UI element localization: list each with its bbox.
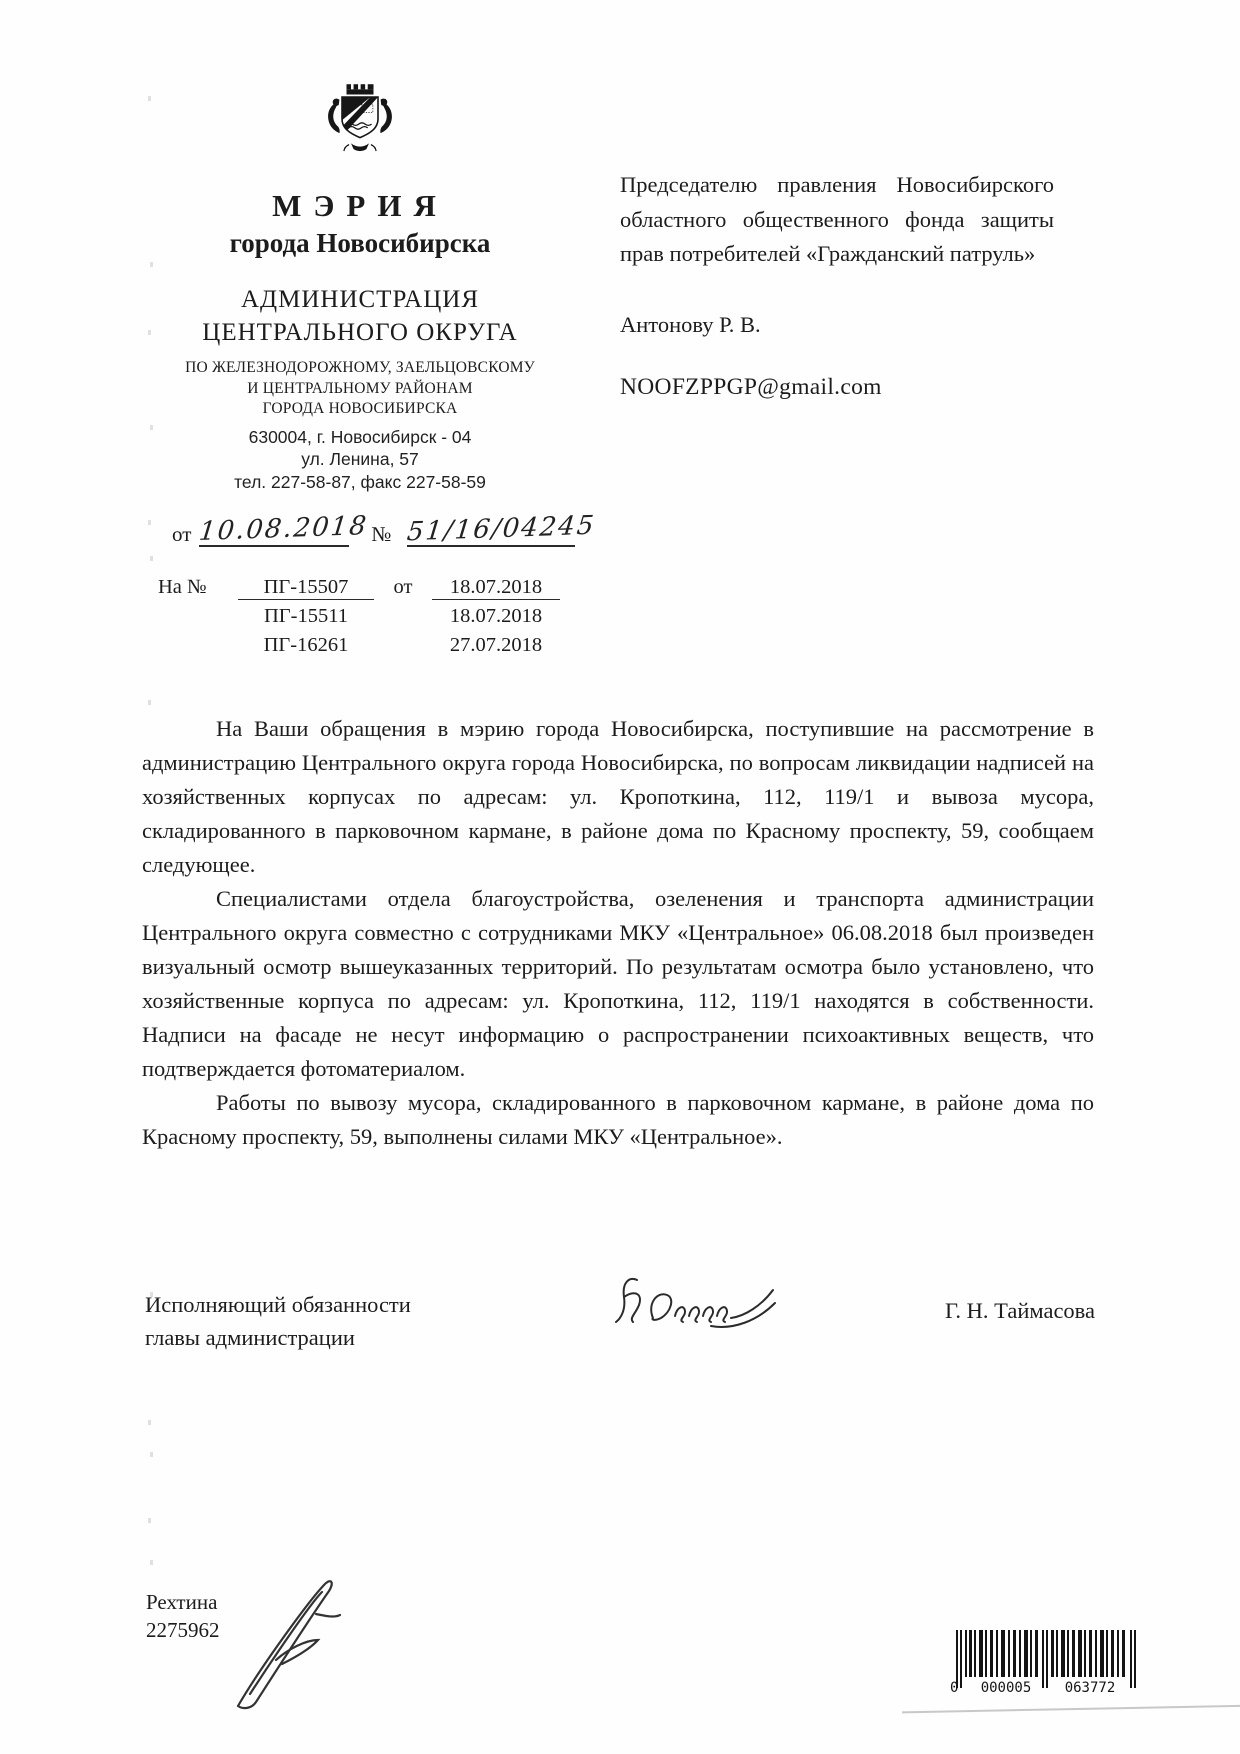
scan-edge-line [902,1705,1240,1714]
city-emblem-icon [315,80,405,172]
incoming-date: 18.07.2018 [449,605,543,627]
barcode-group1: 000005 [980,1680,1032,1696]
incoming-number: ПГ-16261 [263,634,349,656]
body-paragraph: Специалистами отдела благоустройства, озеленения и транспорта администрации Центрального округа совместно с сотрудниками МКУ «Центральное» 06.08.2018 был произведен визуальный осмотр вышеуказанных территорий. По результатам осмотра было установлено, что хозяйственные корпуса по адресам: ул. Кропоткина, 112, 119/1 находятся в собственности. Надписи на фасаде не несут информацию о распространении психоактивных веществ, что подтверждается фотоматериалом. [142,886,1094,1081]
signer-position-line1: Исполняющий обязанности [145,1292,411,1317]
scan-artifact [148,1420,151,1425]
body-paragraph: На Ваши обращения в мэрию города Новосибирска, поступившие на рассмотрение в администрацию Центрального округа города Новосибирска, по вопросам ликвидации надписей на хозяйственных корпусах по адресам: ул. Кропоткина, 112, 119/1 и вывоза мусора, складированного в парковочном кармане, в районе дома по Красному проспекту, 59, сообщаем следующее. [142,716,1094,877]
handwritten-signature-icon [607,1266,782,1341]
incoming-number: ПГ-15511 [264,605,348,627]
division-line2: ЦЕНТРАЛЬНОГО ОКРУГА [202,319,518,346]
phone-fax-line: тел. 227-58-87, факс 227-58-59 [234,471,486,492]
incoming-date: 27.07.2018 [449,634,543,656]
pen-mark-icon [222,1572,362,1714]
postal-address: 630004, г. Новосибирск - 04 [248,426,472,447]
org-name-line1: МЭРИЯ [272,188,448,223]
incoming-row [158,576,560,605]
recipient-name: Антонову Р. В. [620,311,761,337]
letterhead [140,80,580,493]
recipient-title: Председателю правления Новосибирского областного общественного фонда защиты прав потребителей «Гражданский патруль» [620,172,1054,266]
body-paragraph: Работы по вывозу мусора, складированного в парковочном кармане, в районе дома по Красному проспекту, 59, выполнены силами МКУ «Центральное». [142,1090,1094,1149]
incoming-row [158,634,560,663]
incoming-date: 18.07.2018 [432,576,560,600]
districts-line3: ГОРОДА НОВОСИБИРСКА [262,400,458,417]
scan-artifact [148,700,151,705]
org-name-line2: города Новосибирска [229,228,491,258]
incoming-references [158,576,560,663]
signature-block [145,1288,1095,1378]
districts-line1: ПО ЖЕЛЕЗНОДОРОЖНОМУ, ЗАЕЛЬЦОВСКОМУ [185,359,535,376]
incoming-number: ПГ-15507 [238,576,374,600]
barcode [950,1630,1146,1696]
recipient-block [620,168,1054,401]
outgoing-from-label: от [172,522,192,546]
scan-artifact [150,1452,153,1457]
executor-block [146,1588,220,1644]
executor-phone: 2275962 [146,1618,220,1642]
signer-position-line2: главы администрации [145,1325,355,1350]
incoming-from-label: от [393,576,413,598]
scan-artifact [150,556,153,561]
division-line1: АДМИНИСТРАЦИЯ [241,286,479,313]
recipient-email: NOOFZPPGP@gmail.com [620,373,882,400]
incoming-row [158,605,560,634]
outgoing-date-field [197,510,370,548]
handwritten-date: 10.08.2018 [197,510,370,548]
letter-body [142,712,1094,1154]
incoming-label: На № [158,576,207,598]
barcode-digits [950,1680,1146,1696]
outgoing-reference-line [172,510,598,548]
street-address: ул. Ленина, 57 [301,449,419,469]
scan-artifact [150,1560,153,1565]
barcode-group2: 063772 [1064,1680,1116,1696]
barcode-lead-digit: 0 [950,1680,959,1696]
scan-artifact [148,1518,151,1523]
signer-name: Г. Н. Таймасова [944,1298,1095,1323]
handwritten-number: 51/16/04245 [405,510,598,548]
scan-artifact [148,520,151,525]
executor-name: Рехтина [146,1590,218,1614]
outgoing-number-label: № [371,522,392,546]
districts-line2: И ЦЕНТРАЛЬНОМУ РАЙОНАМ [247,379,473,397]
outgoing-number-field [405,510,598,548]
